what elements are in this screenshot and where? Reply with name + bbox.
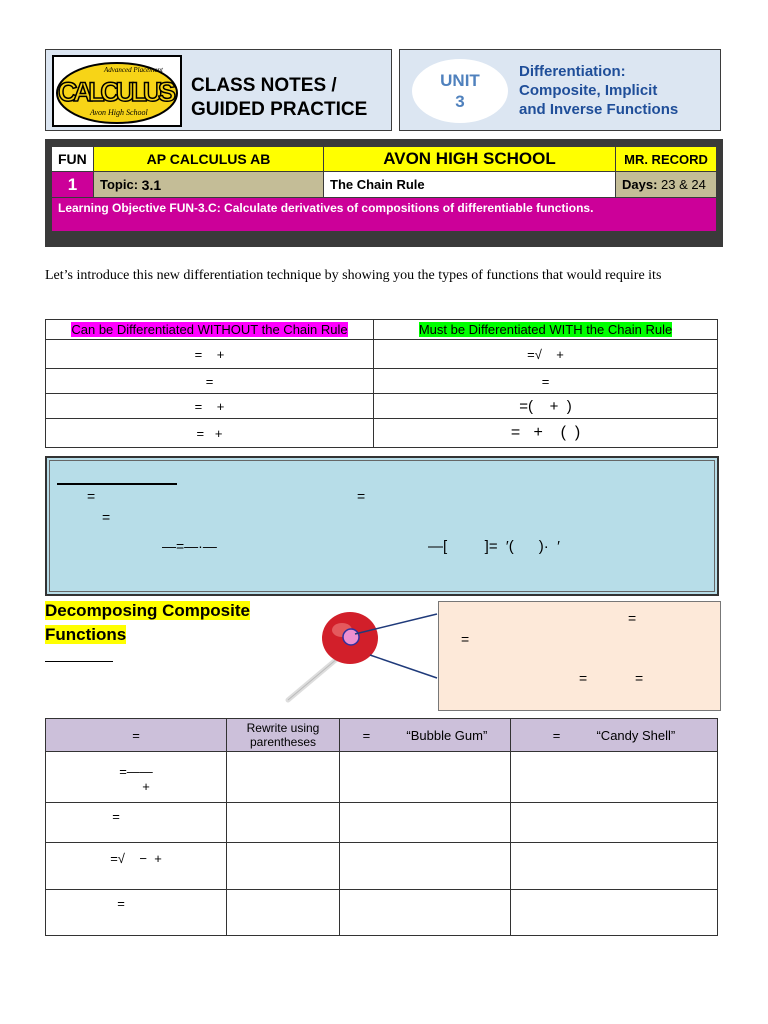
- answer-cell[interactable]: [340, 803, 511, 843]
- table-cell: =√ +: [374, 340, 718, 369]
- logo-top-text: Advanced Placement: [104, 66, 163, 74]
- unit-title-line-1: Differentiation:: [519, 63, 626, 80]
- answer-cell[interactable]: [227, 752, 340, 803]
- course-info-block: [45, 139, 723, 247]
- title-blank-line: [57, 483, 177, 485]
- decomposing-title-line-1: Decomposing Composite: [45, 601, 250, 620]
- title-line-1: CLASS NOTES /: [191, 75, 337, 96]
- equation: =: [87, 488, 96, 504]
- header-function: =: [46, 719, 227, 752]
- table-row: [46, 369, 718, 394]
- learning-objective: Learning Objective FUN-3.C: Calculate derivatives of compositions of differentiable functions.: [52, 198, 716, 231]
- answer-cell[interactable]: [227, 843, 340, 890]
- answer-cell[interactable]: [340, 752, 511, 803]
- unit-title-line-2: Composite, Implicit: [519, 82, 658, 99]
- lollipop-icon: [280, 600, 440, 710]
- decomposing-title-line-2: Functions: [45, 625, 127, 644]
- decomposing-heading: [45, 599, 250, 647]
- function-cell: =: [46, 890, 227, 936]
- info-row-2: [52, 172, 716, 197]
- answer-cell[interactable]: [340, 843, 511, 890]
- table-cell: = +: [46, 419, 374, 448]
- table-cell: = +: [46, 394, 374, 419]
- function-cell: [46, 752, 227, 803]
- equation: =: [102, 509, 111, 525]
- table-row: [46, 752, 718, 803]
- composite-function-box: [438, 601, 721, 711]
- table-row: [46, 843, 718, 890]
- course-name: AP CALCULUS AB: [94, 147, 324, 171]
- topic-name: The Chain Rule: [324, 172, 616, 197]
- equation: =: [628, 610, 637, 626]
- header-left-box: [45, 49, 392, 131]
- example-blank-line: [45, 661, 113, 662]
- equation: =: [357, 488, 366, 504]
- table-row: [46, 340, 718, 369]
- page-title: [191, 74, 367, 122]
- answer-cell[interactable]: [511, 890, 718, 936]
- answer-cell[interactable]: [511, 843, 718, 890]
- table-cell: =: [46, 369, 374, 394]
- table-header-row: [46, 320, 718, 340]
- header-with-chain-rule: [374, 320, 718, 340]
- function-expression-denominator: +: [142, 779, 150, 794]
- answer-cell[interactable]: [340, 890, 511, 936]
- equation: =: [579, 670, 588, 686]
- answer-cell[interactable]: [511, 752, 718, 803]
- table-row: [46, 803, 718, 843]
- header-without-label: Can be Differentiated WITHOUT the Chain Rule: [71, 322, 348, 337]
- equation: =: [461, 631, 470, 647]
- fun-label: FUN: [52, 147, 94, 171]
- days-label: Days:: [622, 177, 658, 192]
- chain-rule-definition-box: [45, 456, 719, 596]
- header-without-chain-rule: [46, 320, 374, 340]
- header-with-label: Must be Differentiated WITH the Chain Rule: [418, 322, 673, 337]
- decomposition-table: [45, 718, 718, 936]
- fun-number: 1: [52, 172, 94, 197]
- header-bubble-gum: = “Bubble Gum”: [340, 719, 511, 752]
- unit-badge: [412, 59, 508, 123]
- header-candy-shell: = “Candy Shell”: [511, 719, 718, 752]
- answer-cell[interactable]: [227, 890, 340, 936]
- table-header-row: [46, 719, 718, 752]
- school-name: AVON HIGH SCHOOL: [324, 147, 616, 171]
- topic-value: 3.1: [141, 176, 162, 193]
- table-row: [46, 890, 718, 936]
- unit-number: 3: [455, 92, 465, 111]
- function-cell: =√ − +: [46, 843, 227, 890]
- function-expression: =——: [119, 764, 153, 779]
- calculus-logo: [52, 55, 182, 127]
- table-cell: =: [374, 369, 718, 394]
- teacher-name: MR. RECORD: [616, 147, 716, 171]
- title-line-2: GUIDED PRACTICE: [191, 99, 368, 120]
- table-cell: = +: [46, 340, 374, 369]
- unit-title-line-3: and Inverse Functions: [519, 101, 679, 118]
- unit-label: UNIT: [440, 71, 480, 90]
- chain-rule-comparison-table: [45, 319, 718, 448]
- intro-text: Let’s introduce this new differentiation technique by showing you the types of functions that would require its: [45, 268, 662, 283]
- header-rewrite: Rewrite using parentheses: [227, 719, 340, 752]
- days-value: 23 & 24: [661, 177, 706, 192]
- unit-title: [519, 62, 678, 119]
- topic-label: Topic:: [100, 177, 139, 192]
- logo-bottom-text: Avon High School: [90, 108, 148, 117]
- table-cell: = + ( ): [374, 419, 718, 448]
- table-cell: =( + ): [374, 394, 718, 419]
- answer-cell[interactable]: [227, 803, 340, 843]
- function-cell: =: [46, 803, 227, 843]
- info-row-1: [52, 147, 716, 171]
- leibniz-notation: —=—·—: [162, 538, 217, 554]
- topic-cell: [94, 172, 324, 197]
- answer-cell[interactable]: [511, 803, 718, 843]
- table-row: [46, 394, 718, 419]
- equation: =: [635, 670, 644, 686]
- header-right-box: [399, 49, 721, 131]
- logo-main-text: CALCULUS: [58, 77, 176, 107]
- prime-notation: —[ ]= ′( )· ′: [428, 538, 560, 555]
- table-row: [46, 419, 718, 448]
- days-cell: [616, 172, 716, 197]
